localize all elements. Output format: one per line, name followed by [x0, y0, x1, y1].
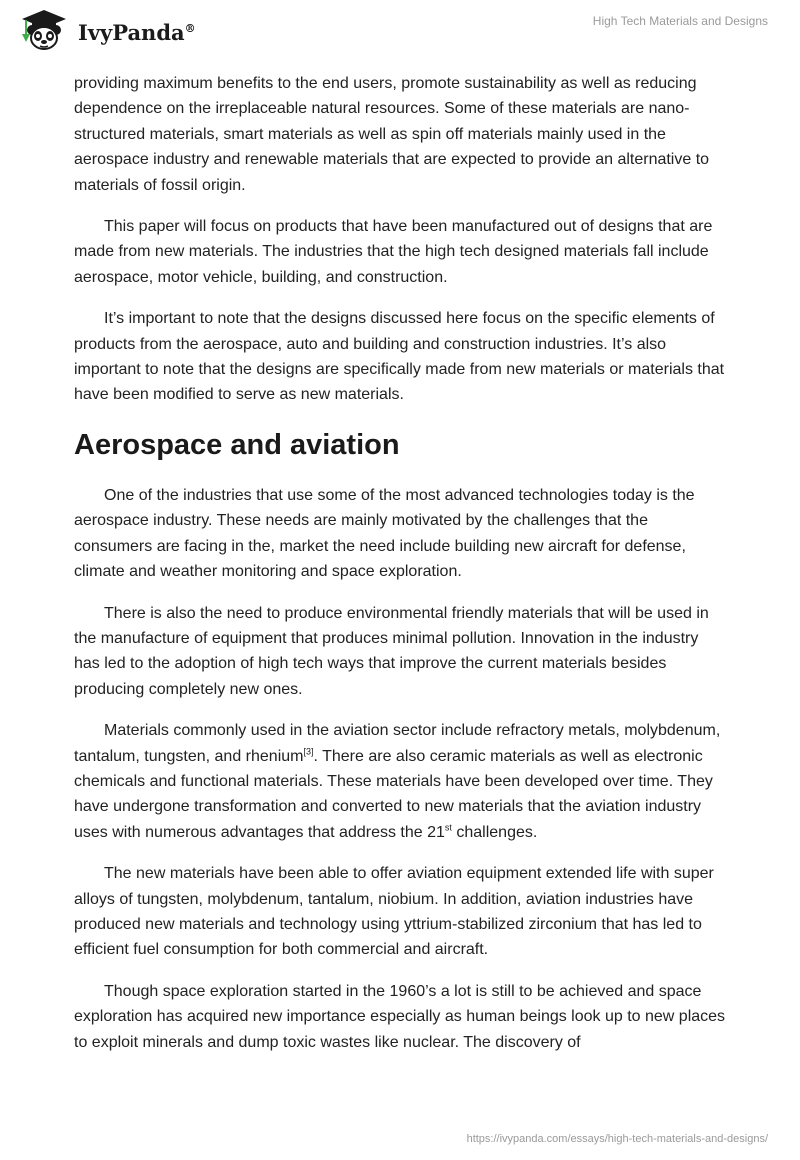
document-title: High Tech Materials and Designs: [592, 14, 768, 28]
ordinal-suffix: st: [444, 822, 452, 833]
registered-mark: ®: [184, 21, 196, 35]
page-header: [0, 0, 800, 70]
panda-graduate-icon: [16, 8, 72, 52]
paragraph: The new materials have been able to offer aviation equipment extended life with super alloys of tungsten, molybdenum, tantalum, niobium. In addition, aviation industries have produced new materials and technology using yttrium-stabilized zirconium that has led to efficient fuel consumption for both commercial and aircraft.: [74, 865, 714, 959]
section-heading: Aerospace and aviation: [74, 428, 400, 461]
brand-logo[interactable]: [16, 8, 196, 52]
paragraph: There is also the need to produce environmental friendly materials that will be used in the manufacture of equipment that produces minimal pollution. Innovation in the industry has led to the adoption of high tech ways that improve the current materials besides producing completely new ones.: [74, 604, 709, 698]
brand-name: IvyPanda®: [78, 19, 196, 45]
paragraph: providing maximum benefits to the end users, promote sustainability as well as reducing dependence on the irreplaceable natural resources. Some of these materials are nano-structured materials, smart materials as well as spin off materials mainly used in the aerospace industry and renewable materials that are expected to provide an alternative to materials of fossil origin.: [74, 75, 710, 194]
paragraph: This paper will focus on products that have been manufactured out of designs that are made from new materials. The industries that the high tech designed materials fall include aerospace, motor vehicle, building, and construction.: [74, 218, 713, 286]
paragraph: Materials commonly used in the aviation sector include refractory metals, molybdenum, tantalum, tungsten, and rhenium[3]. There are also ceramic materials as well as electronic chemicals and functional materials. These materials have been developed over time. They have undergone transformation and converted to new materials that the aviation industry uses with numerous advantages that address the 21st challenges.: [74, 722, 721, 841]
paragraph: Though space exploration started in the 1960’s a lot is still to be achieved and space exploration has acquired new importance especially as human beings look up to new places to exploit minerals and dump toxic wastes like nuclear. The discovery of: [74, 982, 726, 1051]
paragraph: One of the industries that use some of the most advanced technologies today is the aerospace industry. These needs are mainly motivated by the challenges that the consumers are facing in the, market the need include building new aircraft for defense, climate and weather monitoring and space exploration.: [74, 486, 695, 581]
citation-link[interactable]: [3]: [303, 746, 314, 757]
source-url[interactable]: https://ivypanda.com/essays/high-tech-materials-and-designs/: [466, 1133, 768, 1145]
paragraph: It’s important to note that the designs discussed here focus on the specific elements of products from the aerospace, auto and building and construction industries. It’s also important to note that the designs are specifically made from new materials or materials that have been modified to serve as new materials.: [74, 310, 725, 404]
essay-body: [74, 71, 726, 1071]
